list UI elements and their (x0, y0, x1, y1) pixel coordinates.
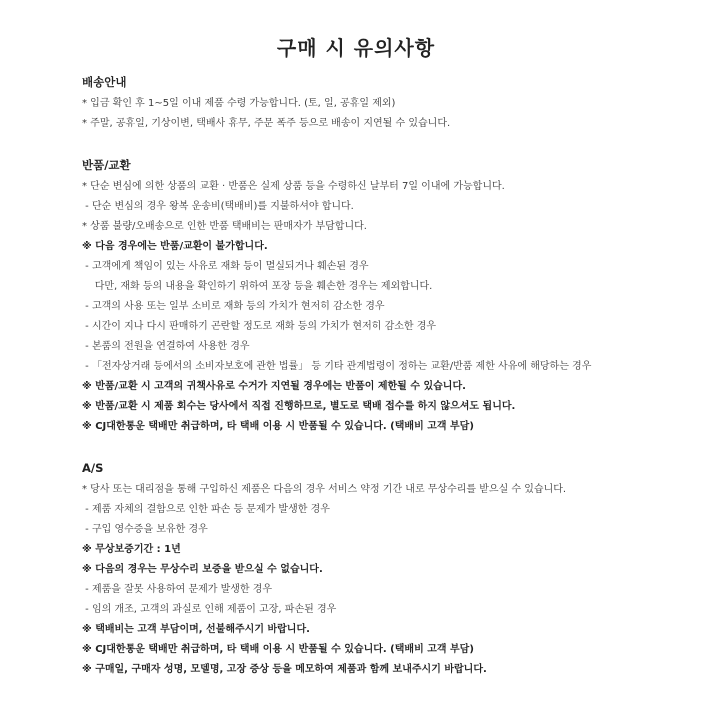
notice-line: - 고객의 사용 또는 일부 소비로 재화 등의 가치가 현저히 감소한 경우 (82, 301, 385, 312)
notice-line: - 시간이 지나 다시 판매하기 곤란할 정도로 재화 등의 가치가 현저히 감소한 경우 (82, 321, 437, 332)
notice-line: - 단순 변심의 경우 왕복 운송비(택배비)를 지불하셔야 합니다. (82, 201, 354, 212)
notice-line: - 제품을 잘못 사용하여 문제가 발생한 경우 (82, 584, 273, 595)
notice-line: - 「전자상거래 등에서의 소비자보호에 관한 법률」 등 기타 관계법령이 정하는 교환/반품 제한 사유에 해당하는 경우 (82, 361, 592, 372)
notice-line: - 고객에게 책임이 있는 사유로 재화 등이 멸실되거나 훼손된 경우 (82, 261, 369, 272)
notice-line: - 제품 자체의 결함으로 인한 파손 등 문제가 발생한 경우 (82, 504, 330, 515)
section-heading: A/S (82, 461, 104, 475)
notice-emphasis-line: ※ 구매일, 구매자 성명, 모델명, 고장 증상 등을 메모하여 제품과 함께 보내주시기 바랍니다. (82, 664, 487, 675)
notice-line: * 당사 또는 대리점을 통해 구입하신 제품은 다음의 경우 서비스 약정 기간 내로 무상수리를 받으실 수 있습니다. (82, 484, 567, 495)
notice-emphasis-line: ※ 택배비는 고객 부담이며, 선불해주시기 바랍니다. (82, 624, 310, 635)
page-title: 구매 시 유의사항 (276, 36, 436, 60)
notice-emphasis-line: ※ 무상보증기간 : 1년 (82, 544, 181, 555)
section-heading: 반품/교환 (82, 158, 131, 172)
notice-line: * 상품 불량/오배송으로 인한 반품 택배비는 판매자가 부담합니다. (82, 221, 367, 232)
notice-content (82, 72, 702, 701)
notice-line: - 본품의 전원을 연결하여 사용한 경우 (82, 341, 250, 352)
notice-emphasis-line: ※ CJ대한통운 택배만 취급하며, 타 택배 이용 시 반품될 수 있습니다. (택배비 고객 부담) (82, 421, 474, 432)
notice-emphasis-line: ※ CJ대한통운 택배만 취급하며, 타 택배 이용 시 반품될 수 있습니다. (택배비 고객 부담) (82, 644, 474, 655)
shipping-section (82, 72, 702, 134)
notice-line: - 구입 영수증을 보유한 경우 (82, 524, 208, 535)
notice-line: * 단순 변심에 의한 상품의 교환 · 반품은 실제 상품 등을 수령하신 날부터 7일 이내에 가능합니다. (82, 181, 505, 192)
after-service-section (82, 458, 702, 680)
notice-line: 다만, 재화 등의 내용을 확인하기 위하여 포장 등을 훼손한 경우는 제외합니다. (82, 281, 433, 292)
notice-line: * 입금 확인 후 1~5일 이내 제품 수령 가능합니다. (토, 일, 공휴일 제외) (82, 98, 396, 109)
notice-emphasis-line: ※ 반품/교환 시 고객의 귀책사유로 수거가 지연될 경우에는 반품이 제한될 수 있습니다. (82, 381, 466, 392)
notice-line: - 임의 개조, 고객의 과실로 인해 제품이 고장, 파손된 경우 (82, 604, 337, 615)
notice-emphasis-line: ※ 반품/교환 시 제품 회수는 당사에서 직접 진행하므로, 별도로 택배 접수를 하지 않으셔도 됩니다. (82, 401, 516, 412)
notice-emphasis-line: ※ 다음 경우에는 반품/교환이 불가합니다. (82, 241, 268, 252)
section-heading: 배송안내 (82, 75, 127, 89)
notice-emphasis-line: ※ 다음의 경우는 무상수리 보증을 받으실 수 없습니다. (82, 564, 323, 575)
return-exchange-section (82, 155, 702, 437)
notice-line: * 주말, 공휴일, 기상이변, 택배사 휴무, 주문 폭주 등으로 배송이 지연될 수 있습니다. (82, 118, 451, 129)
